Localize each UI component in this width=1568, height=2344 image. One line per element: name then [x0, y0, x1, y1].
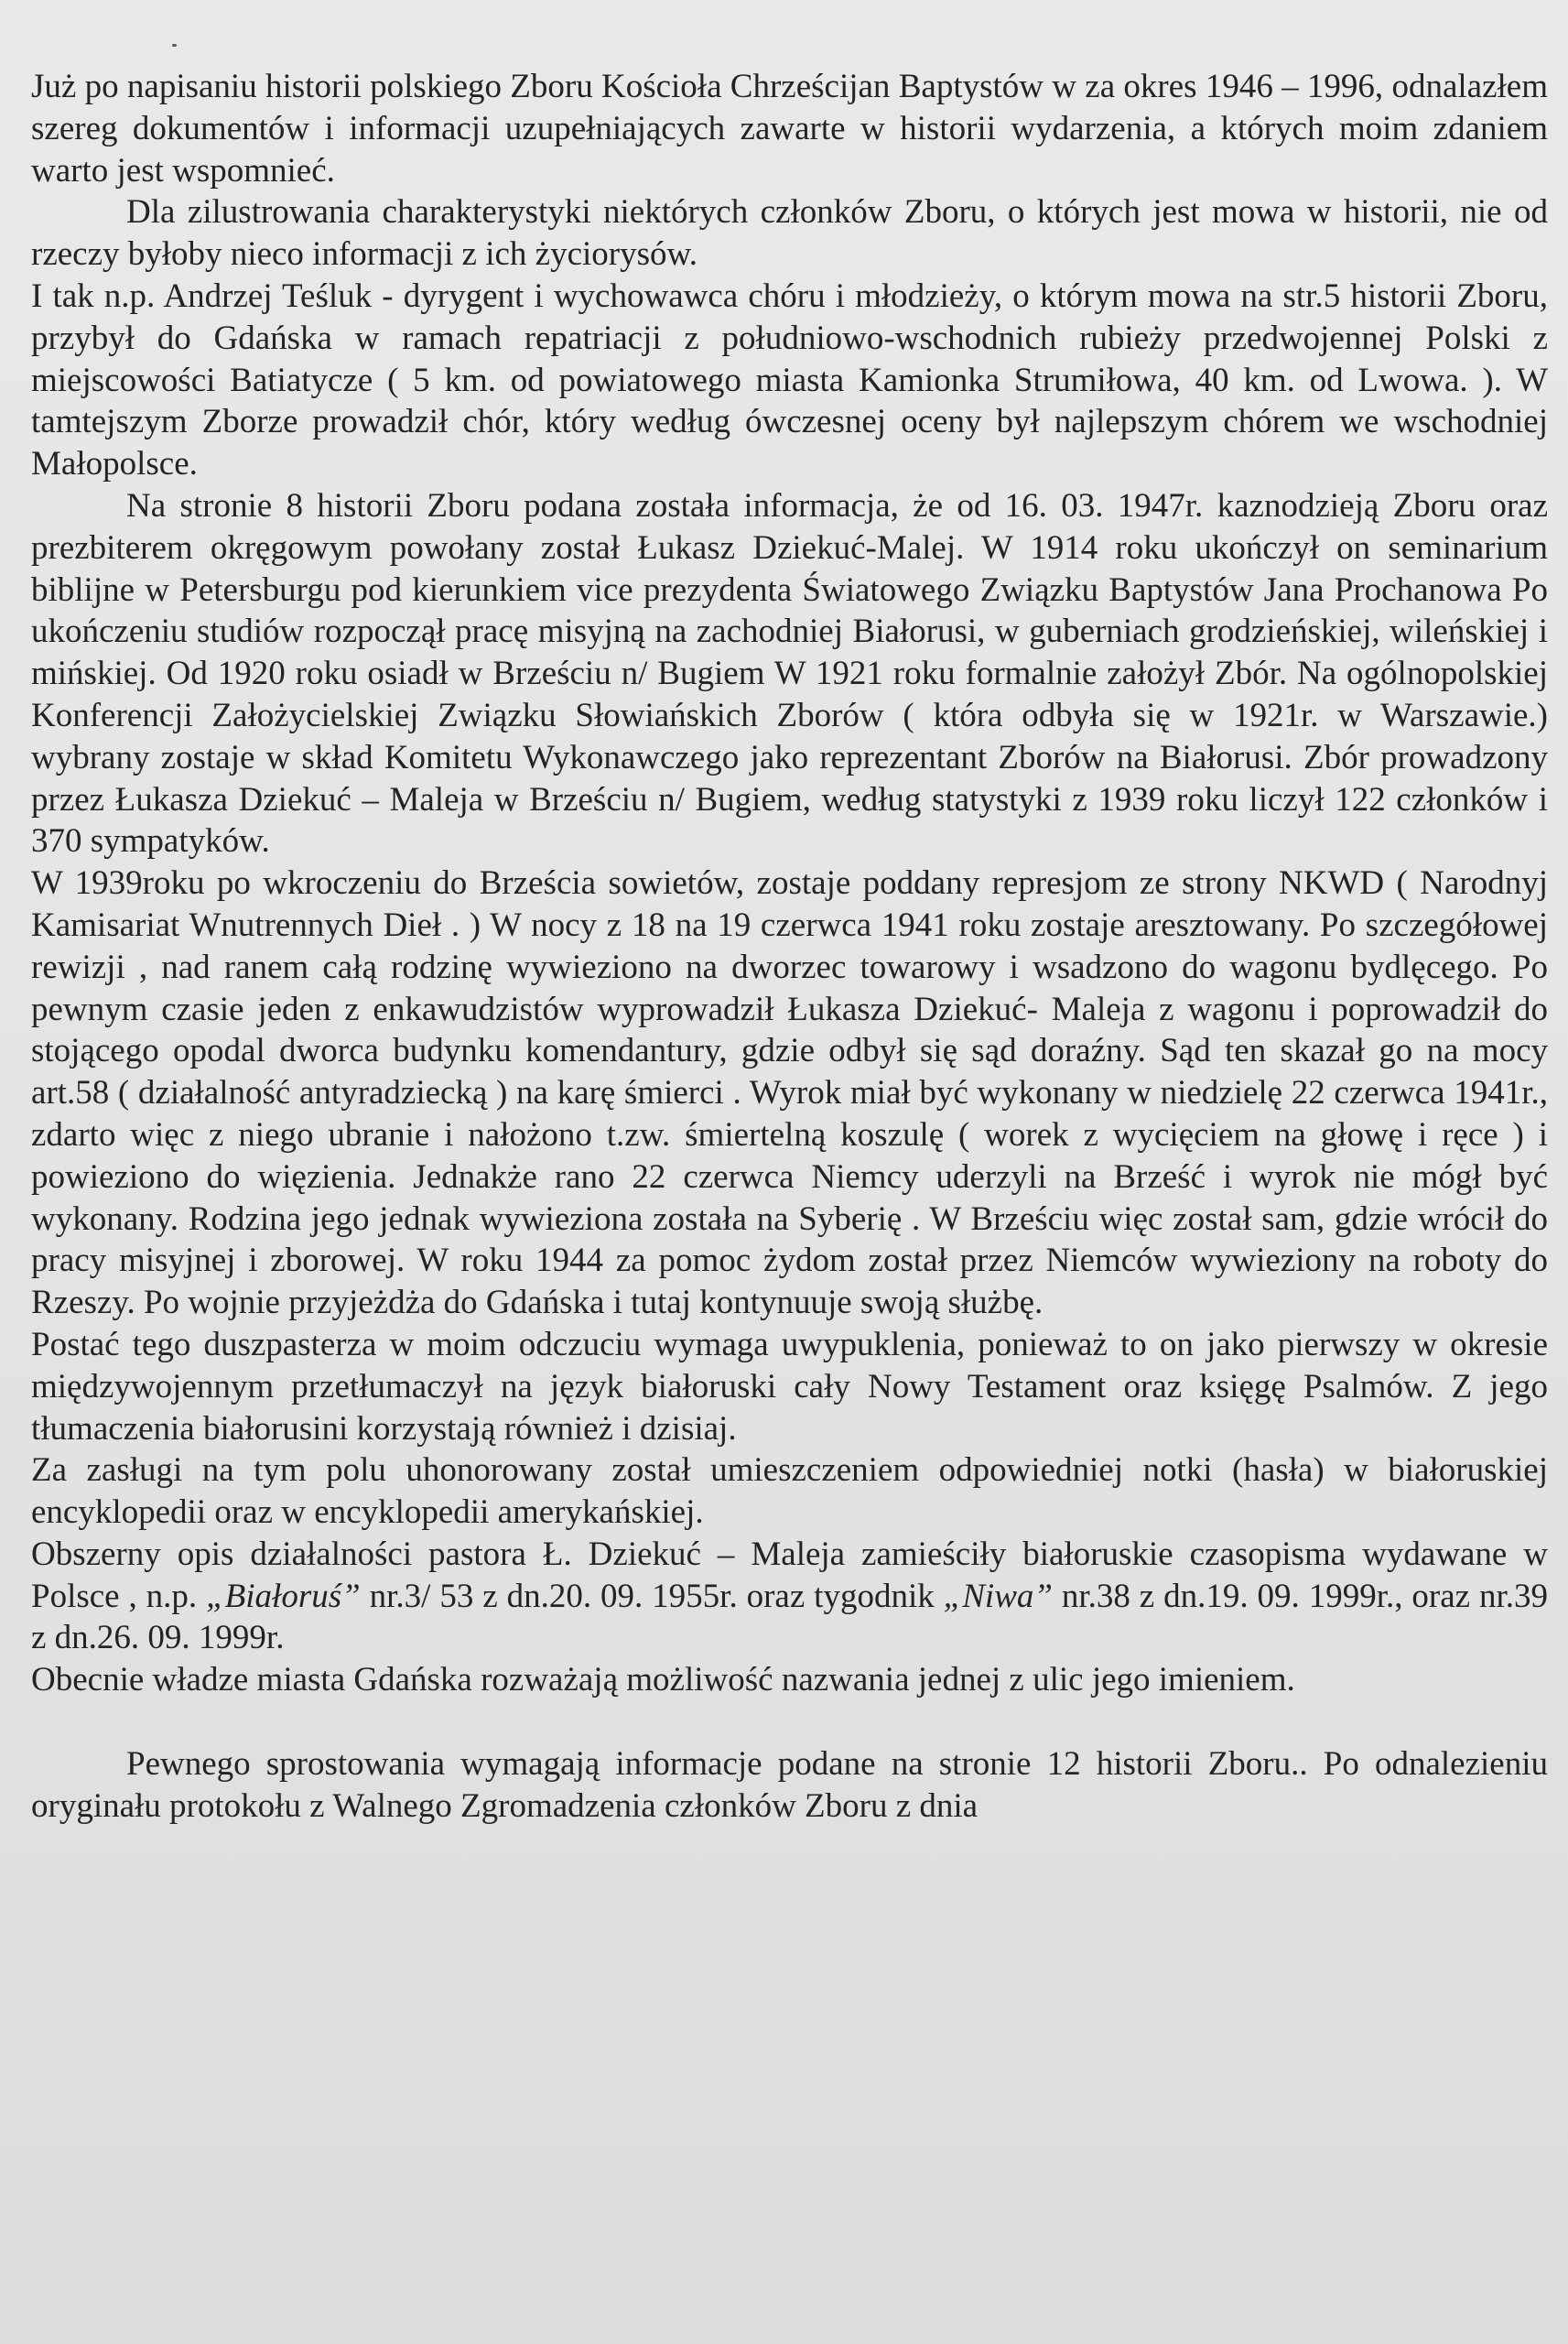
opis-text-2: nr.3/ 53 z dn.20. 09. 1955r. oraz tygodnik: [360, 1577, 944, 1615]
opis-title-bialorus: „Białoruś”: [206, 1577, 361, 1615]
paragraph-1939: W 1939roku po wkroczeniu do Brześcia sowietów, zostaje poddany represjom ze strony NKWD ( Narodnyj Kamisariat Wnutrennych Dieł . ) W nocy z 18 na 19 czerwca 1941 roku zostaje aresztowany. Po szczegółowej rewizji , nad ranem całą rodzinę wywieziono na dworzec towarowy i wsadzono do wagonu bydlęcego. Po pewnym czasie jeden z enkawudzistów wyprowadził Łukasza Dziekuć- Maleja z wagonu i poprowadził do stojącego opodal dworca budynku komendantury, gdzie odbył się sąd doraźny. Sąd ten skazał go na mocy art.58 ( działalność antyradziecką ) na karę śmierci . Wyrok miał być wykonany w niedzielę 22 czerwca 1941r., zdarto więc z niego ubranie i nałożono t.zw. śmiertelną koszulę ( worek z wycięciem na głowę i ręce ) i powieziono do więzienia. Jednakże rano 22 czerwca Niemcy uderzyli na Brześć i wyrok nie mógł być wykonany. Rodzina jego jednak wywieziona została na Syberię . W Brześciu więc został sam, gdzie wrócił do pracy misyjnej i zborowej. W roku 1944 za pomoc żydom został przez Niemców wywieziony na roboty do Rzeszy. Po wojnie przyjeżdża do Gdańska i tutaj kontynuuje swoją służbę.: [31, 864, 1548, 1322]
paragraph-opis: [31, 1534, 1548, 1659]
paragraph-zaslugi: Za zasługi na tym polu uhonorowany został umieszczeniem odpowiedniej notki (hasła) w białoruskiej encyklopedii oraz w encyklopedii amerykańskiej.: [31, 1451, 1548, 1532]
opis-title-niwa: „Niwa”: [943, 1577, 1053, 1615]
paragraph-teshluk: I tak n.p. Andrzej Teśluk - dyrygent i wychowawca chóru i młodzieży, o którym mowa na str.5 historii Zboru, przybył do Gdańska w ramach repatriacji z południowo-wschodnich rubieży przedwojennej Polski z miejscowości Batiatycze ( 5 km. od powiatowego miasta Kamionka Strumiłowa, 40 km. od Lwowa. ). W tamtejszym Zborze prowadził chór, który według ówczesnej oceny był najlepszym chórem we wschodniej Małopolsce.: [31, 277, 1548, 483]
opis-text-3: nr.38 z dn.19. 09. 1999r., oraz nr.39 z dn.26. 09. 1999r.: [31, 1577, 1548, 1657]
opis-text-1: Obszerny opis działalności pastora Ł. Dziekuć – Maleja zamieściły białoruskie czasopisma wydawane w Polsce , n.p.: [31, 1535, 1548, 1615]
paragraph-intro: Już po napisaniu historii polskiego Zboru Kościoła Chrześcijan Baptystów w za okres 1946 – 1996, odnalazłem szereg dokumentów i informacji uzupełniających zawarte w historii wydarzenia, a których moim zdaniem warto jest wspomnieć.: [31, 68, 1548, 190]
paragraph-page8: Na stronie 8 historii Zboru podana została informacja, że od 16. 03. 1947r. kaznodzieją Zboru oraz prezbiterem okręgowym powołany został Łukasz Dziekuć-Malej. W 1914 roku ukończył on seminarium biblijne w Petersburgu pod kierunkiem vice prezydenta Światowego Związku Baptystów Jana Prochanowa Po ukończeniu studiów rozpoczął pracę misyjną na zachodniej Białorusi, w guberniach grodzieńskiej, wileńskiej i mińskiej. Od 1920 roku osiadł w Brześciu n/ Bugiem W 1921 roku formalnie założył Zbór. Na ogólnopolskiej Konferencji Założycielskiej Związku Słowiańskich Zborów ( która odbyła się w 1921r. w Warszawie.) wybrany zostaje w skład Komitetu Wykonawczego jako reprezentant Zborów na Białorusi. Zbór prowadzony przez Łukasza Dziekuć – Maleja w Brześciu n/ Bugiem, według statystyki z 1939 roku liczył 122 członków i 370 sympatyków.: [31, 486, 1548, 861]
paragraph-illustrate: Dla zilustrowania charakterystyki niektórych członków Zboru, o których jest mowa w historii, nie od rzeczy byłoby nieco informacji z ich życiorysów.: [31, 193, 1548, 274]
paragraph-sprostowanie: Pewnego sprostowania wymagają informacje podane na stronie 12 historii Zboru.. Po odnalezieniu oryginału protokołu z Walnego Zgromadzenia członków Zboru z dnia: [31, 1745, 1548, 1825]
ink-speck: [172, 44, 177, 47]
paragraph-postac: Postać tego duszpasterza w moim odczuciu wymaga uwypuklenia, ponieważ to on jako pierwszy w okresie międzywojennym przetłumaczył na język białoruski cały Nowy Testament oraz księgę Psalmów. Z jego tłumaczenia białorusini korzystają również i dzisiaj.: [31, 1325, 1548, 1448]
paragraph-obecnie: Obecnie władze miasta Gdańska rozważają możliwość nazwania jednej z ulic jego imieniem.: [31, 1661, 1295, 1699]
